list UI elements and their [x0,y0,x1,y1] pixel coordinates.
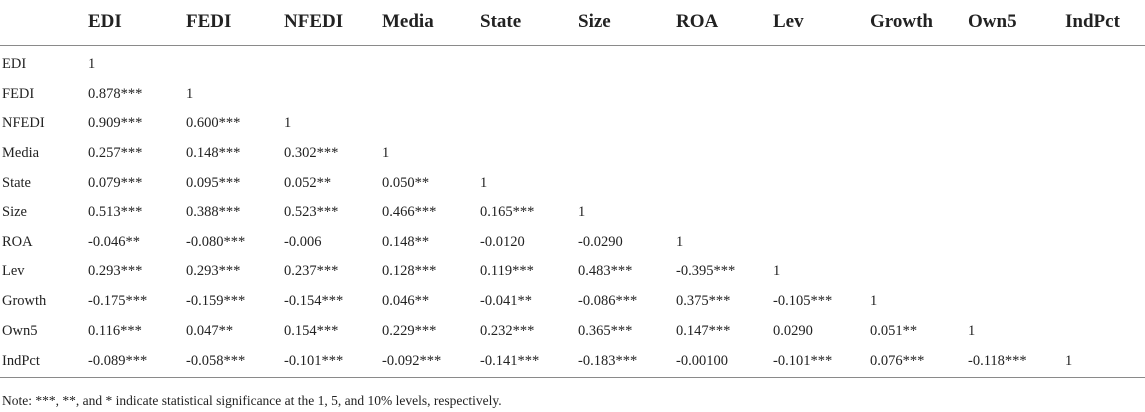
table-cell: 1 [870,293,878,310]
table-cell: 0.523*** [284,204,339,221]
row-label: FEDI [2,85,35,102]
table-cell [380,50,478,80]
header-row [0,0,1145,45]
table-cell: 0.232*** [480,322,535,339]
table-cell: 0.050** [382,174,430,191]
table-cell [674,198,771,228]
table-cell: -0.105*** [773,293,833,310]
row-label: Media [2,145,40,162]
table-cell: 1 [480,174,488,191]
table-cell: 0.116*** [88,322,142,339]
table-cell: 0.147*** [676,322,731,339]
table-row [0,198,1145,228]
table-cell [478,80,576,110]
table-cell [966,257,1063,287]
column-header: Own5 [966,0,1063,45]
table-cell [868,50,966,80]
table-cell [771,109,868,139]
table-cell: 0.148** [382,233,430,250]
table-cell [1063,228,1145,258]
table-cell: -0.0290 [578,233,623,250]
table-cell: -0.183*** [576,346,674,378]
table-cell [868,228,966,258]
column-header-corner [0,0,86,45]
table-cell [966,80,1063,110]
table-cell: -0.086*** [578,293,638,310]
column-header: State [478,0,576,45]
column-header: Size [576,0,674,45]
table-cell: 0.375*** [676,293,731,310]
table-cell [282,80,380,110]
row-label: Own5 [2,322,38,339]
table-cell [868,168,966,198]
table-cell [674,168,771,198]
table-cell: 1 [578,204,586,221]
table-cell: 0.388*** [186,204,241,221]
table-row [0,109,1145,139]
table-cell: 0.257*** [88,145,143,162]
column-header: EDI [86,0,184,45]
table-cell: 0.095*** [186,174,241,191]
table-cell [1063,257,1145,287]
column-header: Growth [868,0,966,45]
table-cell: 0.0290 [773,322,813,339]
table-cell: 0.154*** [284,322,339,339]
table-cell [771,139,868,169]
column-header: NFEDI [282,0,380,45]
table-cell: -0.395*** [676,263,736,280]
table-cell [1063,287,1145,317]
table-cell: 0.052** [284,174,332,191]
table-cell: -0.141*** [478,346,576,378]
table-cell [282,50,380,80]
table-cell [868,198,966,228]
table-cell [478,139,576,169]
table-cell: -0.0120 [480,233,525,250]
table-cell [576,80,674,110]
table-cell: -0.041** [480,293,532,310]
table-cell: -0.154*** [284,293,344,310]
table-cell: 0.293*** [186,263,241,280]
table-cell: -0.118*** [966,346,1063,378]
table-cell [966,50,1063,80]
table-row [0,228,1145,258]
table-cell: -0.046** [88,233,140,250]
table-row [0,257,1145,287]
table-cell: 1 [382,145,390,162]
table-cell: 0.483*** [578,263,633,280]
table-cell [674,109,771,139]
table-cell [1063,168,1145,198]
table-cell: -0.00100 [674,346,771,378]
table-cell [966,139,1063,169]
table-cell: 0.076*** [868,346,966,378]
table-cell: 0.293*** [88,263,143,280]
table-cell: -0.101*** [771,346,868,378]
table-cell: 1 [88,56,96,73]
table-cell [966,109,1063,139]
table-cell: 0.046** [382,293,430,310]
table-cell: 0.165*** [480,204,535,221]
table-cell: -0.101*** [282,346,380,378]
table-cell [674,139,771,169]
column-header: IndPct [1063,0,1145,45]
table-cell: 0.513*** [88,204,143,221]
table-cell [1063,109,1145,139]
table-cell [771,80,868,110]
row-label: Size [2,204,27,221]
table-cell: 0.909*** [88,115,143,132]
table-cell [868,109,966,139]
table-cell: -0.080*** [186,233,246,250]
table-cell: 1 [968,322,976,339]
table-cell: -0.159*** [186,293,246,310]
table-cell [1063,50,1145,80]
column-header: Lev [771,0,868,45]
table-cell: 0.466*** [382,204,437,221]
table-cell [1063,80,1145,110]
table-cell: 1 [186,85,194,102]
table-cell [576,139,674,169]
table-cell [184,50,282,80]
table-row [0,50,1145,80]
table-cell [674,80,771,110]
table-cell [966,287,1063,317]
table-cell: 1 [676,233,684,250]
table-cell: 0.079*** [88,174,143,191]
table-cell: 1 [284,115,292,132]
table-cell [771,228,868,258]
table-cell [966,168,1063,198]
table-cell: 0.878*** [88,85,143,102]
table-row [0,80,1145,110]
table-cell [576,50,674,80]
row-label: ROA [2,233,33,250]
table-cell: 0.047** [186,322,234,339]
table-cell: -0.058*** [184,346,282,378]
table-cell: 0.237*** [284,263,339,280]
table-row [0,287,1145,317]
row-label: State [2,174,31,191]
table-cell: 1 [773,263,781,280]
table-cell [771,168,868,198]
table-cell [1063,198,1145,228]
table-row [0,168,1145,198]
row-label: Growth [2,293,47,310]
table-cell: 0.119*** [480,263,534,280]
table-cell [868,257,966,287]
table-cell: 0.051** [870,322,918,339]
table-note: Note: ***, **, and * indicate statistical significance at the 1, 5, and 10% levels, respectively. [2,393,502,408]
column-header: Media [380,0,478,45]
table-cell [868,139,966,169]
table-cell [771,198,868,228]
table-cell [576,109,674,139]
table-cell [966,198,1063,228]
table-cell: 0.600*** [186,115,241,132]
table-cell [478,50,576,80]
table-cell [380,109,478,139]
table-cell [478,109,576,139]
table-body [0,45,1145,378]
table-cell [771,50,868,80]
table-cell: 1 [1063,346,1145,378]
table-cell: 0.302*** [284,145,339,162]
row-label: EDI [2,56,27,73]
table-cell: 0.365*** [578,322,633,339]
row-label: IndPct [0,346,86,378]
table-cell [674,50,771,80]
table-cell [1063,139,1145,169]
table-cell [1063,316,1145,346]
table-cell: -0.089*** [86,346,184,378]
table-cell: -0.006 [284,233,322,250]
table-row [0,139,1145,169]
table-cell: -0.175*** [88,293,148,310]
table-cell: 0.229*** [382,322,437,339]
row-label: Lev [2,263,25,280]
table-cell [966,228,1063,258]
table-cell [868,80,966,110]
table-cell [576,168,674,198]
table-cell: 0.128*** [382,263,437,280]
column-header: FEDI [184,0,282,45]
table-row [0,316,1145,346]
table-cell [380,80,478,110]
row-label: NFEDI [2,115,45,132]
table-cell: -0.092*** [380,346,478,378]
table-row [0,346,1145,378]
column-header: ROA [674,0,771,45]
table-cell: 0.148*** [186,145,241,162]
